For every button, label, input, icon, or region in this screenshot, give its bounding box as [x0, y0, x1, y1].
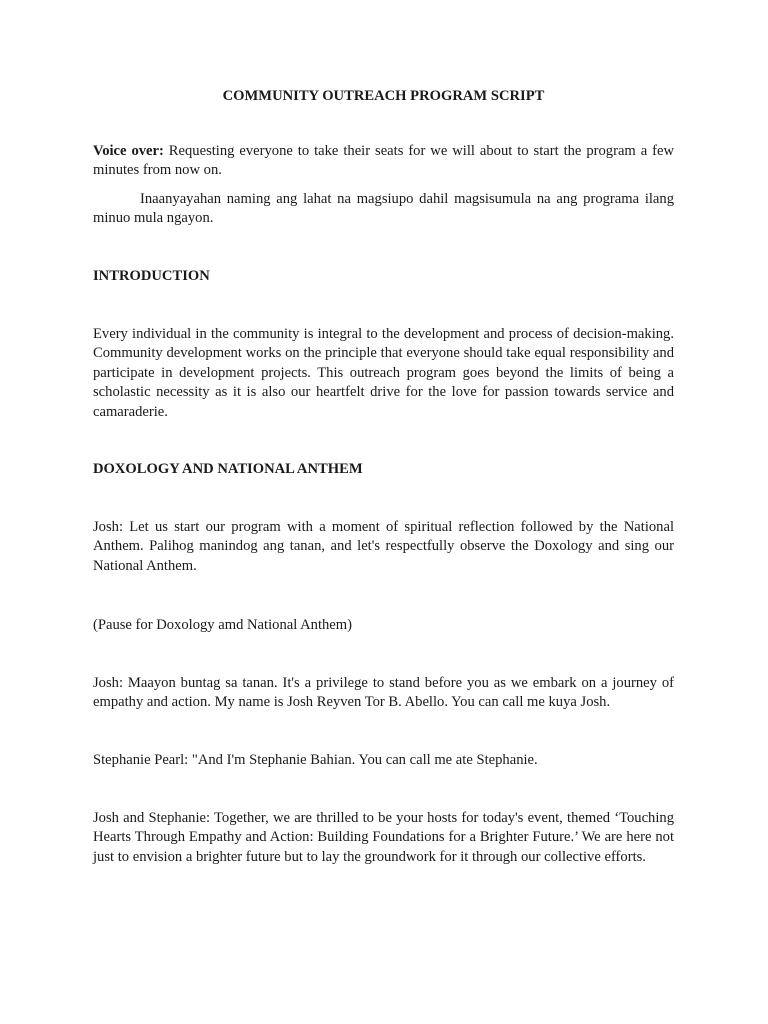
pause-note: (Pause for Doxology amd National Anthem) [93, 617, 352, 633]
introduction-paragraph: Every individual in the community is integral to the development and process of decision-making. Community development works on the principle that everyone should take equal responsibility and participate in development projects. This outreach program goes beyond the limits of being a scholastic necessity as it is also our heartfelt drive for the love for passion towards service and camaraderie. [93, 326, 674, 420]
josh-opening-line: Josh: Let us start our program with a moment of spiritual reflection followed by the National Anthem. Palihog manindog ang tanan, and let's respectfully observe the Doxology and sing our National Anthem. [93, 519, 674, 574]
introduction-heading: INTRODUCTION [93, 268, 210, 284]
document-title: COMMUNITY OUTREACH PROGRAM SCRIPT [222, 88, 545, 104]
voice-over-translation: Inaanyayahan naming ang lahat na magsiupo dahil magsisumula na ang programa ilang minuo mula ngayon. [93, 191, 674, 227]
voice-over-paragraph [93, 142, 674, 181]
doxology-heading: DOXOLOGY AND NATIONAL ANTHEM [93, 461, 363, 477]
voice-over-label: Voice over: [93, 143, 164, 159]
joint-hosts-line: Josh and Stephanie: Together, we are thrilled to be your hosts for today's event, themed ‘Touching Hearts Through Empathy and Action: Building Foundations for a Brighter Future.’ We are here not just to envision a brighter future but to lay the groundwork for it through our collective efforts. [93, 810, 674, 865]
josh-greeting-line: Josh: Maayon buntag sa tanan. It's a privilege to stand before you as we embark on a journey of empathy and action. My name is Josh Reyven Tor B. Abello. You can call me kuya Josh. [93, 675, 674, 711]
stephanie-line: Stephanie Pearl: "And I'm Stephanie Bahian. You can call me ate Stephanie. [93, 752, 538, 768]
voice-over-text: Requesting everyone to take their seats for we will about to start the program a few minutes from now on. [93, 143, 675, 179]
